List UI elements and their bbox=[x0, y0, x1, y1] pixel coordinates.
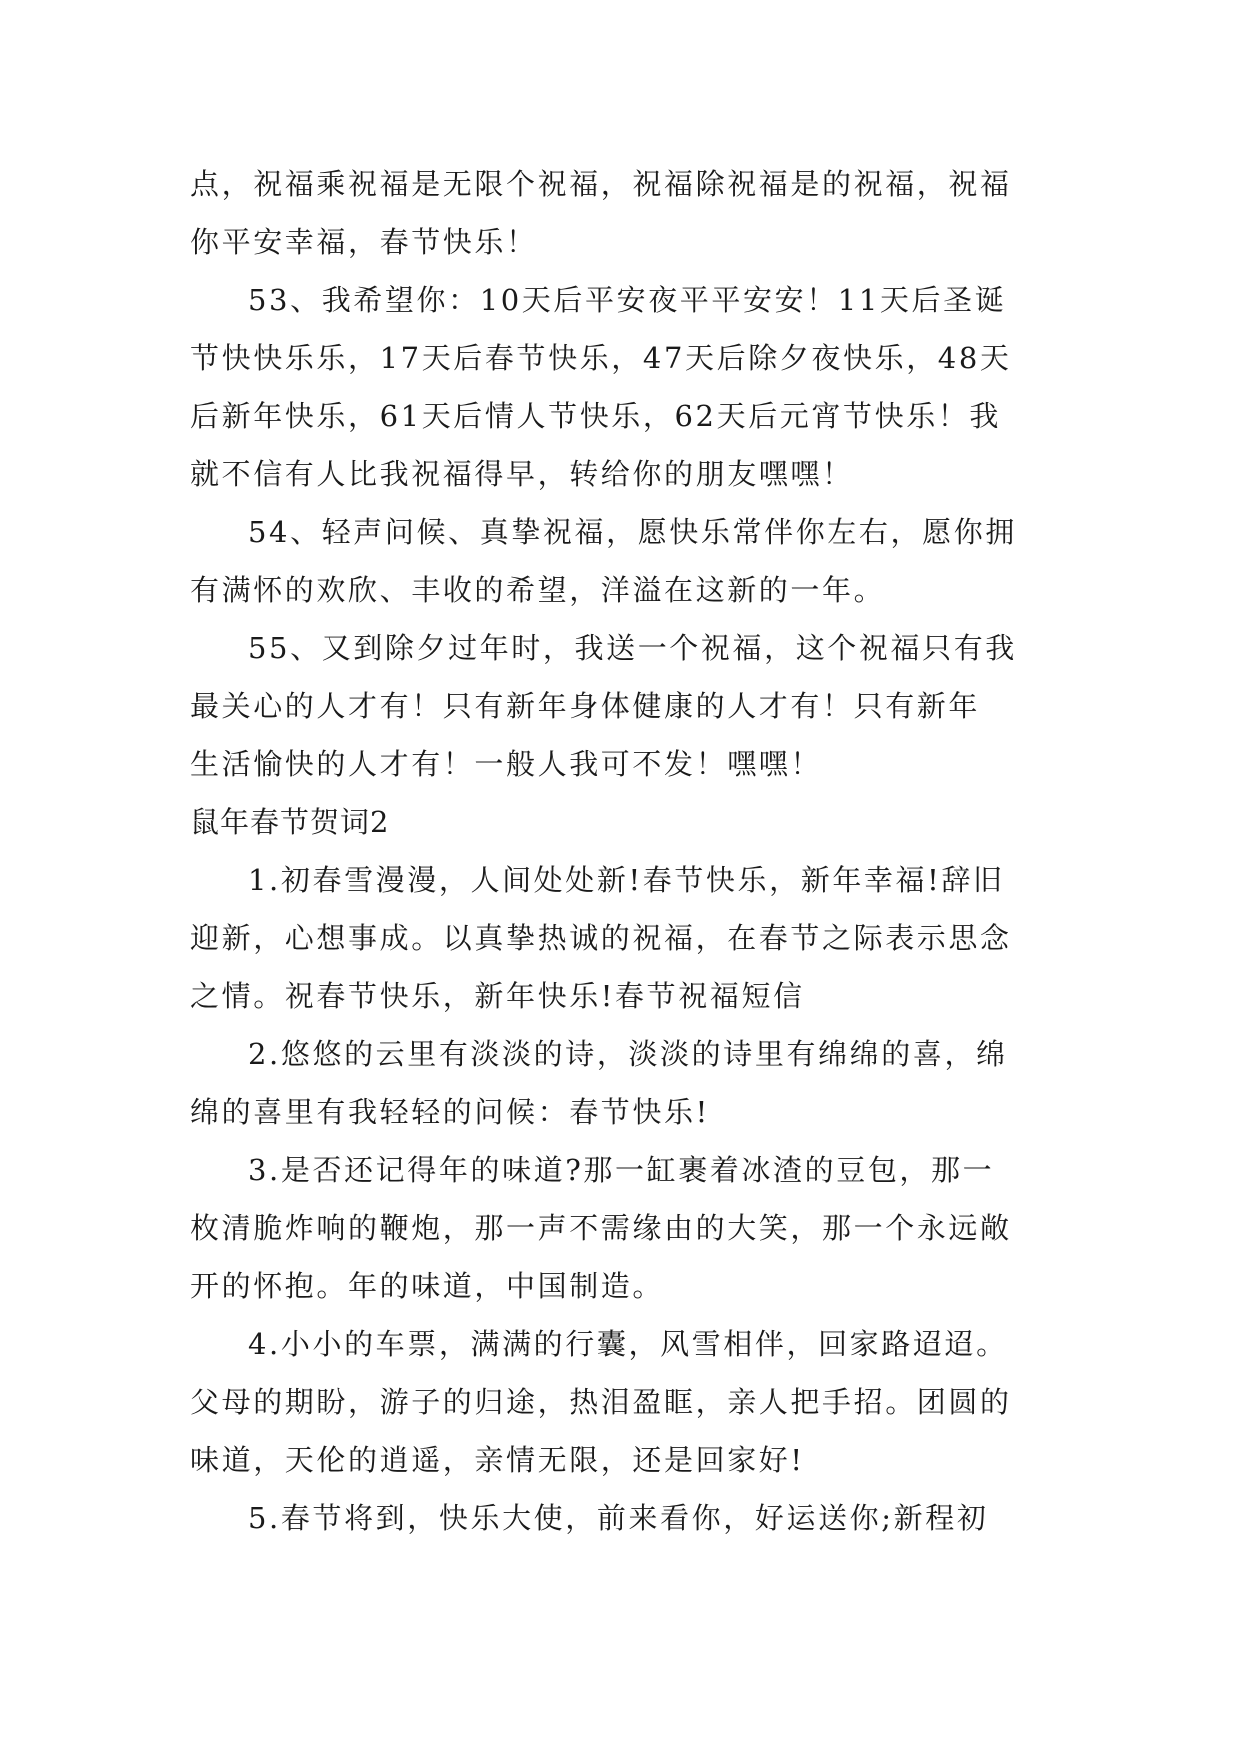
section-heading: 鼠年春节贺词2 bbox=[190, 805, 390, 839]
paragraph-line: 53、我希望你：10天后平安夜平平安安！11天后圣诞 bbox=[248, 283, 1007, 317]
paragraph-line: 有满怀的欢欣、丰收的希望，洋溢在这新的一年。 bbox=[190, 573, 886, 607]
body-text bbox=[190, 155, 1060, 1547]
paragraph-line: 绵的喜里有我轻轻的问候：春节快乐! bbox=[190, 1095, 710, 1129]
paragraph-line: 点，祝福乘祝福是无限个祝福，祝福除祝福是的祝福，祝福 bbox=[190, 167, 1012, 201]
paragraph-line: 味道，天伦的逍遥，亲情无限，还是回家好! bbox=[190, 1443, 805, 1477]
paragraph-line: 最关心的人才有！只有新年身体健康的人才有！只有新年 bbox=[190, 689, 981, 723]
paragraph-line: 2.悠悠的云里有淡淡的诗，淡淡的诗里有绵绵的喜，绵 bbox=[248, 1037, 1008, 1071]
paragraph-line: 5.春节将到，快乐大使，前来看你，好运送你;新程初 bbox=[248, 1501, 989, 1535]
paragraph-line: 生活愉快的人才有！一般人我可不发！嘿嘿！ bbox=[190, 747, 823, 781]
paragraph-line: 55、又到除夕过年时，我送一个祝福，这个祝福只有我 bbox=[248, 631, 1017, 665]
paragraph-line: 4.小小的车票，满满的行囊，风雪相伴，回家路迢迢。 bbox=[248, 1327, 1008, 1361]
paragraph-line: 之情。祝春节快乐，新年快乐!春节祝福短信 bbox=[190, 979, 805, 1013]
paragraph-line: 迎新，心想事成。以真挚热诚的祝福，在春节之际表示思念 bbox=[190, 921, 1012, 955]
paragraph-line: 节快快乐乐，17天后春节快乐，47天后除夕夜快乐，48天 bbox=[190, 341, 1012, 375]
paragraph-line: 就不信有人比我祝福得早，转给你的朋友嘿嘿！ bbox=[190, 457, 854, 491]
paragraph-line: 54、轻声问候、真挚祝福，愿快乐常伴你左右，愿你拥 bbox=[248, 515, 1017, 549]
paragraph-line: 你平安幸福，春节快乐！ bbox=[190, 225, 538, 259]
paragraph-line: 父母的期盼，游子的归途，热泪盈眶，亲人把手招。团圆的 bbox=[190, 1385, 1012, 1419]
paragraph-line: 后新年快乐，61天后情人节快乐，62天后元宵节快乐！我 bbox=[190, 399, 1002, 433]
paragraph-line: 3.是否还记得年的味道?那一缸裹着冰渣的豆包，那一 bbox=[248, 1153, 995, 1187]
paragraph-line: 开的怀抱。年的味道，中国制造。 bbox=[190, 1269, 665, 1303]
paragraph-line: 枚清脆炸响的鞭炮，那一声不需缘由的大笑，那一个永远敞 bbox=[190, 1211, 1012, 1245]
paragraph-line: 1.初春雪漫漫，人间处处新!春节快乐，新年幸福!辞旧 bbox=[248, 863, 1005, 897]
